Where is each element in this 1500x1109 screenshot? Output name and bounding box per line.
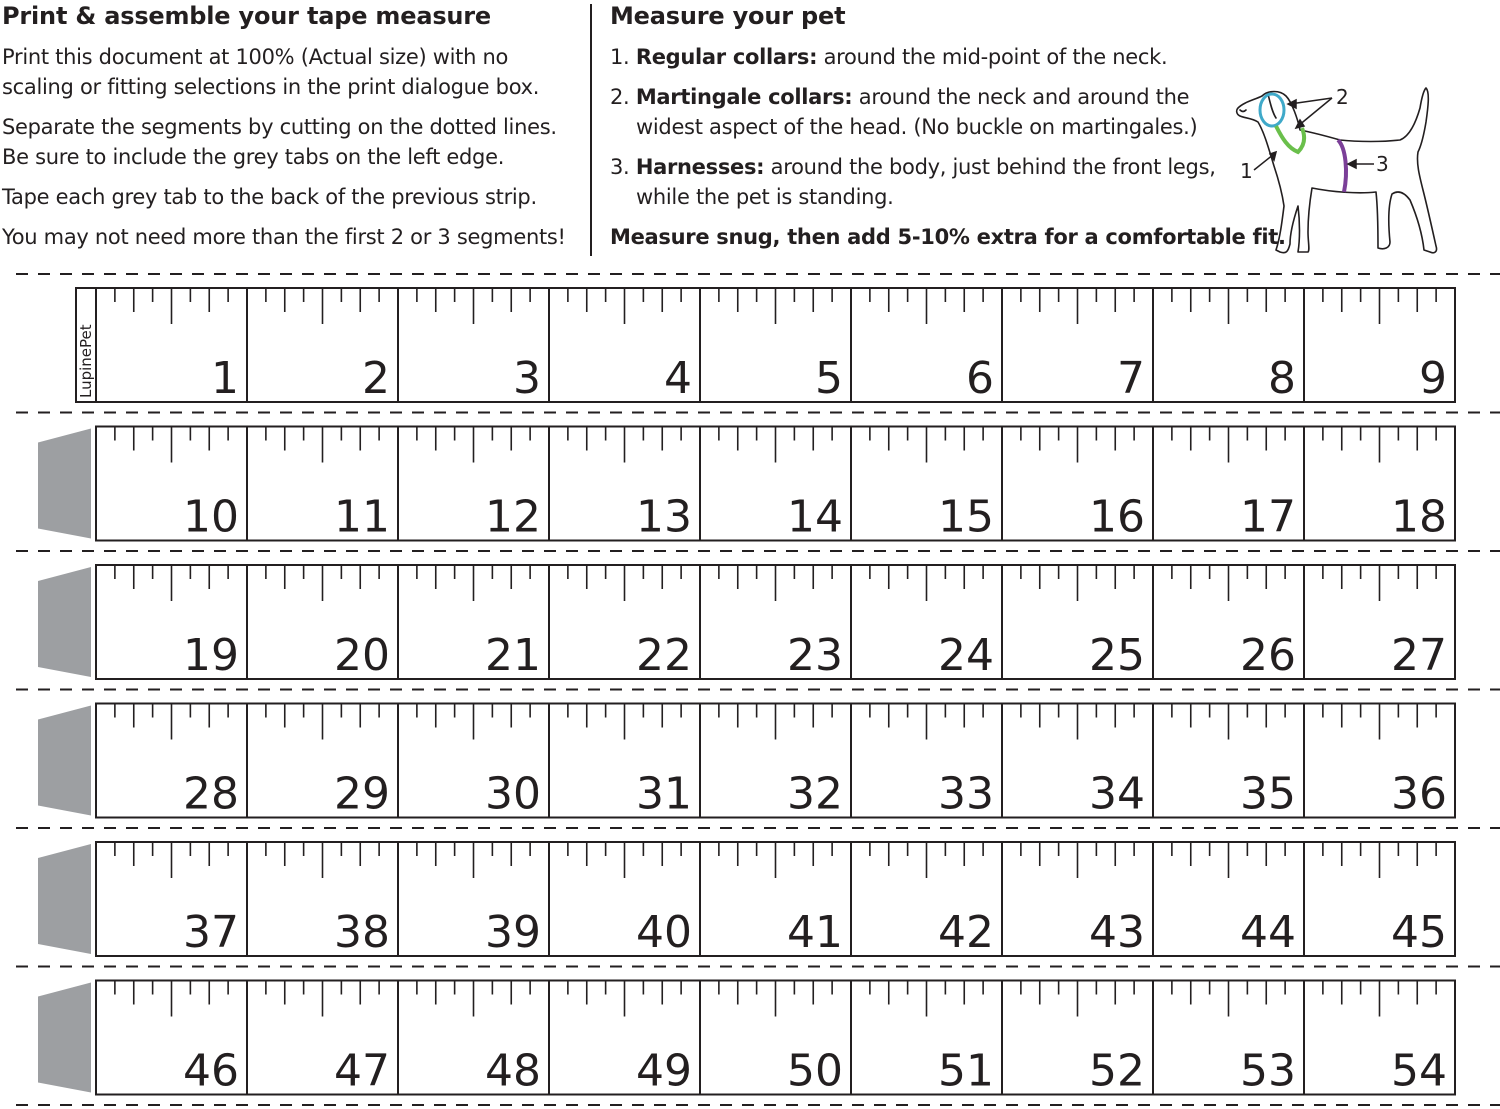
inch-number: 17 bbox=[1240, 491, 1296, 543]
inch-number: 36 bbox=[1391, 768, 1447, 820]
inch-number: 42 bbox=[938, 907, 994, 958]
inch-number: 9 bbox=[1419, 353, 1447, 404]
item-number: 1. bbox=[610, 45, 630, 69]
inch-number: 50 bbox=[787, 1045, 843, 1097]
inch-number: 22 bbox=[636, 630, 692, 681]
inch-number: 12 bbox=[485, 491, 541, 543]
measure-heading: Measure your pet bbox=[610, 2, 846, 30]
snug-fit-note: Measure snug, then add 5-10% extra for a comfortable fit. bbox=[610, 225, 1286, 249]
inch-number: 53 bbox=[1240, 1045, 1296, 1097]
inch-number: 37 bbox=[183, 907, 239, 958]
item-text-continued: widest aspect of the head. (No buckle on martingales.) bbox=[636, 115, 1198, 139]
inch-number: 40 bbox=[636, 907, 692, 958]
inch-number: 32 bbox=[787, 768, 843, 820]
inch-number: 8 bbox=[1268, 353, 1296, 404]
inch-number: 35 bbox=[1240, 768, 1296, 820]
inch-number: 26 bbox=[1240, 630, 1296, 681]
assembly-tab bbox=[38, 983, 91, 1093]
inch-number: 16 bbox=[1089, 491, 1145, 543]
inch-number: 38 bbox=[334, 907, 390, 958]
instruction-line: Print this document at 100% (Actual size) with no bbox=[2, 45, 509, 69]
inch-number: 15 bbox=[938, 491, 994, 543]
inch-number: 4 bbox=[664, 353, 692, 404]
instruction-line: You may not need more than the first 2 or 3 segments! bbox=[2, 225, 566, 249]
inch-number: 25 bbox=[1089, 630, 1145, 681]
inch-number: 41 bbox=[787, 907, 843, 958]
inch-number: 39 bbox=[485, 907, 541, 958]
inch-number: 6 bbox=[966, 353, 994, 404]
inch-number: 46 bbox=[183, 1045, 239, 1097]
print-heading: Print & assemble your tape measure bbox=[2, 2, 491, 30]
inch-number: 47 bbox=[334, 1045, 390, 1097]
item-label: Regular collars bbox=[635, 45, 810, 69]
item-text: around the neck and around the bbox=[858, 85, 1190, 109]
item-label: Martingale collars bbox=[635, 85, 845, 109]
item-text-continued: while the pet is standing. bbox=[636, 185, 894, 209]
inch-number: 18 bbox=[1391, 491, 1447, 543]
item-label: Harnesses bbox=[635, 155, 757, 179]
inch-number: 34 bbox=[1089, 768, 1145, 820]
assembly-tab bbox=[38, 567, 91, 677]
inch-number: 5 bbox=[815, 353, 843, 404]
inch-number: 27 bbox=[1391, 630, 1447, 681]
inch-number: 48 bbox=[485, 1045, 541, 1097]
item-number: 3. bbox=[610, 155, 630, 179]
inch-number: 51 bbox=[938, 1045, 994, 1097]
assembly-tab bbox=[38, 429, 91, 539]
assembly-tab bbox=[38, 706, 91, 816]
inch-number: 7 bbox=[1117, 353, 1145, 404]
diagram-label-1: 1 bbox=[1240, 159, 1253, 183]
instruction-line: Tape each grey tab to the back of the previous strip. bbox=[2, 185, 537, 209]
inch-number: 45 bbox=[1391, 907, 1447, 958]
inch-number: 3 bbox=[513, 353, 541, 404]
inch-number: 23 bbox=[787, 630, 843, 681]
measure-item-harnesses: 3. Harnesses: around the body, just behind the front legs, while the pet is standing. bbox=[610, 152, 1248, 212]
inch-number: 20 bbox=[334, 630, 390, 681]
instruction-line: Separate the segments by cutting on the dotted lines. bbox=[2, 115, 557, 139]
instruction-line: scaling or fitting selections in the print dialogue box. bbox=[2, 75, 540, 99]
inch-number: 33 bbox=[938, 768, 994, 820]
measure-item-regular-collars: 1. Regular collars: around the mid-point of the neck. bbox=[610, 45, 1168, 69]
instruction-line: Be sure to include the grey tabs on the left edge. bbox=[2, 145, 505, 169]
inch-number: 21 bbox=[485, 630, 541, 681]
item-text: around the body, just behind the front legs, bbox=[770, 155, 1216, 179]
inch-number: 49 bbox=[636, 1045, 692, 1097]
inch-number: 52 bbox=[1089, 1045, 1145, 1097]
inch-number: 10 bbox=[183, 491, 239, 543]
diagram-label-2: 2 bbox=[1336, 85, 1349, 109]
brand-label: LupinePet bbox=[77, 324, 95, 398]
inch-number: 1 bbox=[211, 353, 239, 404]
inch-number: 44 bbox=[1240, 907, 1296, 958]
inch-number: 30 bbox=[485, 768, 541, 820]
inch-number: 11 bbox=[334, 491, 390, 543]
inch-number: 13 bbox=[636, 491, 692, 543]
inch-number: 14 bbox=[787, 491, 843, 543]
inch-number: 43 bbox=[1089, 907, 1145, 958]
measure-item-martingale-collars: 2. Martingale collars: around the neck and around the widest aspect of the head. (No buckle on martingales.) bbox=[610, 82, 1248, 142]
inch-number: 28 bbox=[183, 768, 239, 820]
assembly-tab bbox=[38, 844, 91, 954]
inch-number: 2 bbox=[362, 353, 390, 404]
inch-number: 19 bbox=[183, 630, 239, 681]
item-number: 2. bbox=[610, 85, 630, 109]
inch-number: 24 bbox=[938, 630, 994, 681]
inch-number: 29 bbox=[334, 768, 390, 820]
item-text: around the mid-point of the neck. bbox=[823, 45, 1168, 69]
diagram-label-3: 3 bbox=[1376, 152, 1389, 176]
inch-number: 31 bbox=[636, 768, 692, 820]
inch-number: 54 bbox=[1391, 1045, 1447, 1097]
